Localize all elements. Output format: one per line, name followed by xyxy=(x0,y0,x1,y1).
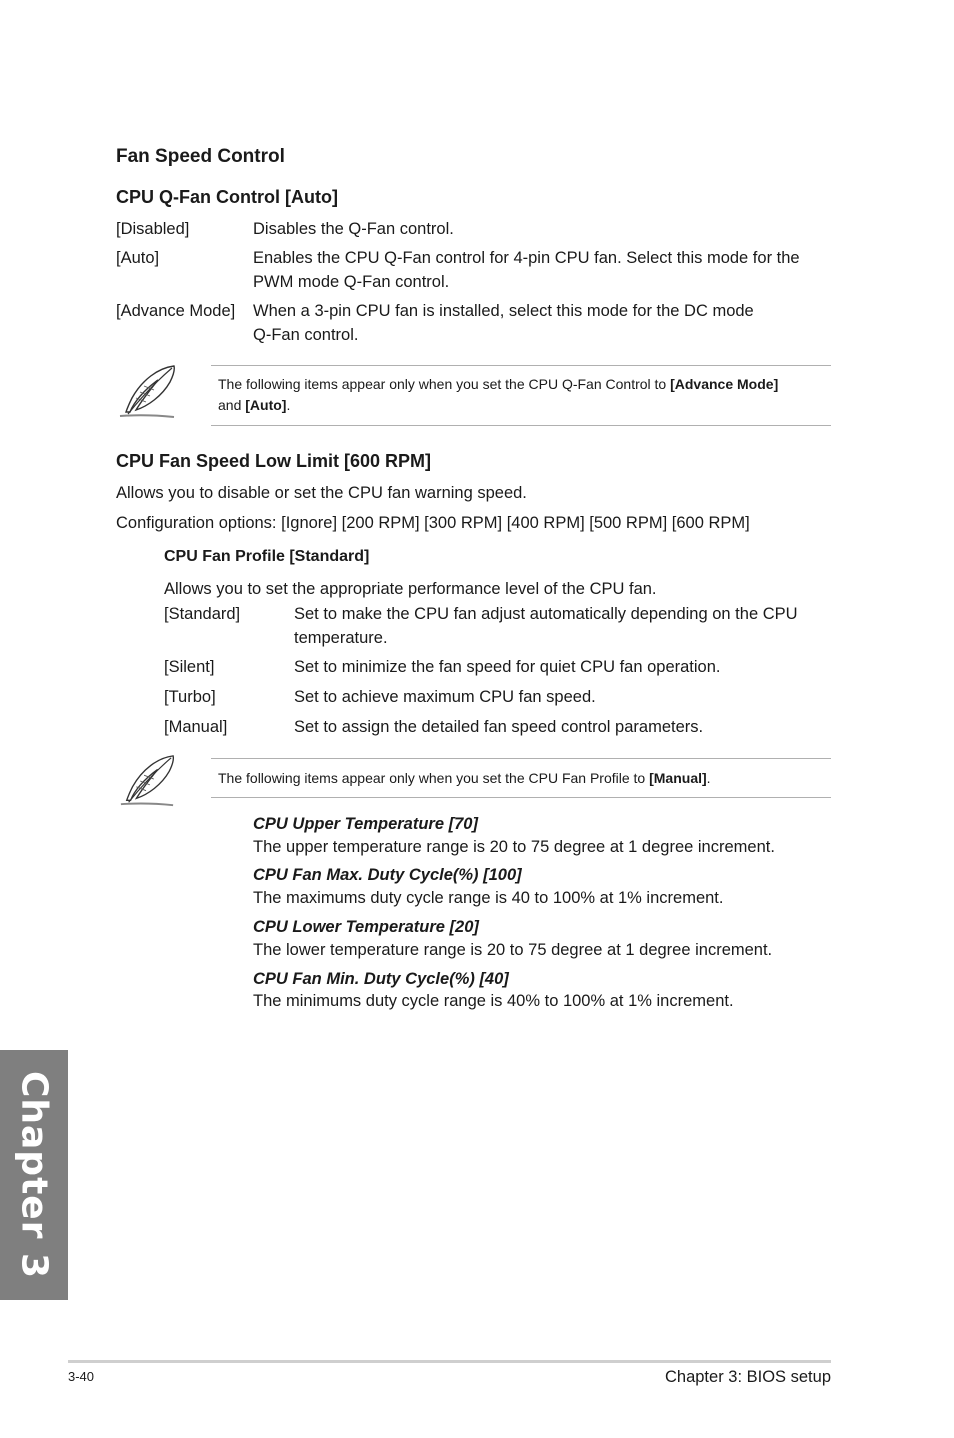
q-fan-option-key: [Disabled] xyxy=(116,220,190,238)
note-text: The following items appear only when you set the CPU Fan Profile to [Manual]. xyxy=(218,770,711,786)
note-bottom-rule xyxy=(211,425,831,426)
manual-item-desc: The upper temperature range is 20 to 75 degree at 1 degree increment. xyxy=(253,838,775,856)
profile-option-desc: Set to assign the detailed fan speed control parameters. xyxy=(294,718,704,736)
section-title: Fan Speed Control xyxy=(116,146,285,167)
profile-option-key: [Manual] xyxy=(164,718,228,736)
footer-rule xyxy=(68,1360,831,1363)
q-fan-title: CPU Q-Fan Control [Auto] xyxy=(116,187,338,207)
note-bottom-rule xyxy=(211,797,831,798)
note-top-rule xyxy=(211,365,831,366)
q-fan-option-key: [Advance Mode] xyxy=(116,302,236,320)
manual-item-desc: The lower temperature range is 20 to 75 degree at 1 degree increment. xyxy=(253,941,773,959)
profile-option-desc: Set to achieve maximum CPU fan speed. xyxy=(294,688,596,706)
q-fan-option-key: [Auto] xyxy=(116,249,160,267)
profile-option-key: [Turbo] xyxy=(164,688,216,706)
manual-item-title: CPU Fan Min. Duty Cycle(%) [40] xyxy=(253,970,509,988)
note-top-rule xyxy=(211,758,831,759)
chapter-side-tab-label: Chapter 3 xyxy=(13,1070,55,1280)
q-fan-option-desc: Enables the CPU Q-Fan control for 4-pin CPU fan. Select this mode for the PWM mode Q-Fan control. xyxy=(253,249,800,291)
manual-item-title: CPU Upper Temperature [70] xyxy=(253,815,478,833)
profile-option-key: [Standard] xyxy=(164,605,241,623)
manual-item-desc: The maximums duty cycle range is 40 to 100% at 1% increment. xyxy=(253,889,724,907)
note-text: The following items appear only when you set the CPU Q-Fan Control to [Advance Mode] and [Auto]. xyxy=(218,376,779,413)
page-number: 3-40 xyxy=(68,1369,95,1384)
manual-item-title: CPU Lower Temperature [20] xyxy=(253,918,479,936)
low-limit-title: CPU Fan Speed Low Limit [600 RPM] xyxy=(116,451,432,471)
profile-option-key: [Silent] xyxy=(164,658,215,676)
profile-title: CPU Fan Profile [Standard] xyxy=(164,548,370,565)
feather-pen-icon xyxy=(114,752,180,810)
manual-item-desc: The minimums duty cycle range is 40% to 100% at 1% increment. xyxy=(253,992,734,1010)
feather-pen-icon xyxy=(114,362,180,422)
q-fan-option-desc: Disables the Q-Fan control. xyxy=(253,220,454,238)
manual-item-title: CPU Fan Max. Duty Cycle(%) [100] xyxy=(253,866,522,884)
footer-chapter: Chapter 3: BIOS setup xyxy=(664,1368,831,1386)
low-limit-config: Configuration options: [Ignore] [200 RPM] [300 RPM] [400 RPM] [500 RPM] [600 RPM] xyxy=(116,514,750,532)
profile-option-desc: Set to make the CPU fan adjust automatically depending on the CPU temperature. xyxy=(294,605,798,647)
low-limit-desc: Allows you to disable or set the CPU fan warning speed. xyxy=(116,484,527,502)
profile-desc: Allows you to set the appropriate performance level of the CPU fan. xyxy=(164,580,657,598)
profile-option-desc: Set to minimize the fan speed for quiet CPU fan operation. xyxy=(294,658,721,676)
q-fan-option-desc: When a 3-pin CPU fan is installed, select this mode for the DC mode Q-Fan control. xyxy=(253,302,754,344)
